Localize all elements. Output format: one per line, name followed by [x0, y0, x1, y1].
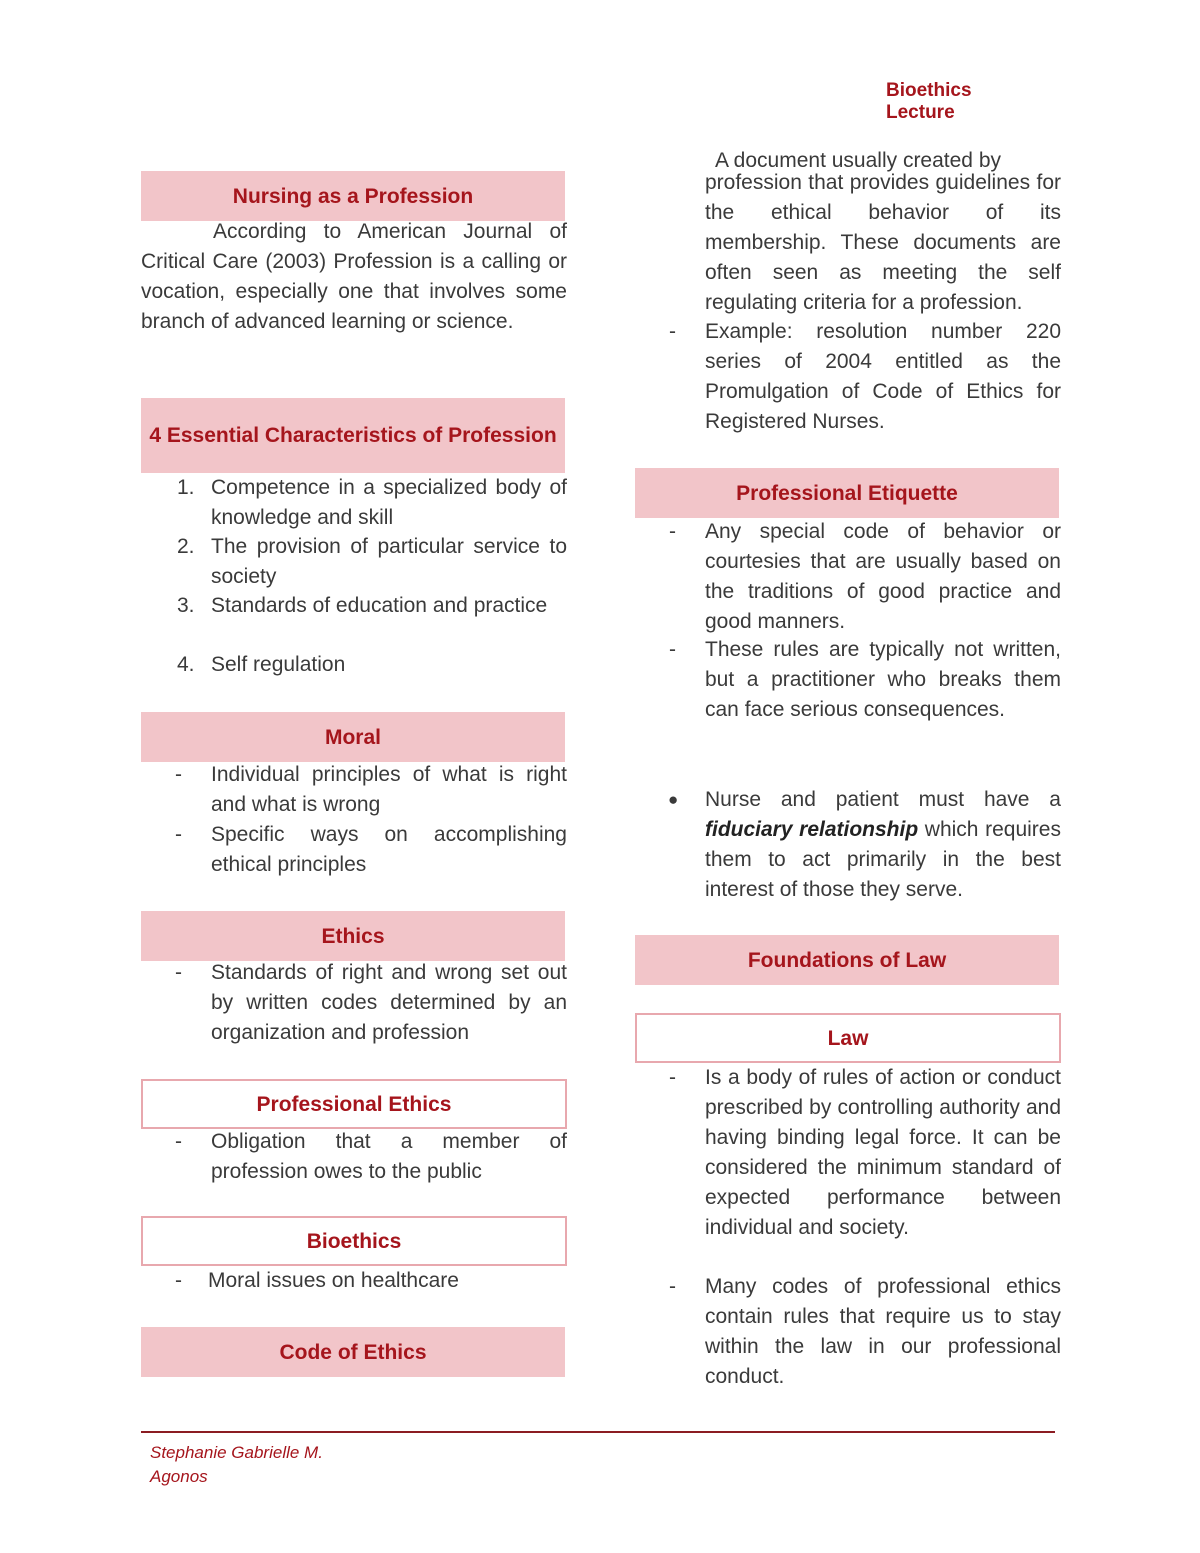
bullet-marker: ● [668, 790, 679, 809]
code-paragraph: profession that provides guidelines for the ethical behavior of its membership. These documents are often seen as meeting the self regulating criteria for a profession. [705, 171, 1061, 314]
bullet-text-post: which requires them to act primarily in the best interest of those they serve. [705, 818, 1061, 901]
dash-marker: - [669, 320, 676, 343]
professional-ethics-item [175, 1127, 567, 1187]
section-heading-bioethics: Bioethics [141, 1216, 567, 1266]
header-title [886, 80, 1026, 123]
section-heading-ethics: Ethics [141, 911, 565, 961]
header-title-line1: Bioethics [886, 80, 972, 101]
list-text: Specific ways on accomplishing ethical principles [211, 823, 567, 876]
law-item [669, 1272, 1061, 1392]
ethics-item [175, 958, 567, 1048]
code-example-item [669, 317, 1061, 437]
fiduciary-bullet-item [668, 785, 1061, 905]
list-text: Standards of education and practice [211, 594, 548, 617]
list-text: Any special code of behavior or courtesies that are usually based on the traditions of good practice and good manners. [705, 520, 1061, 633]
etiquette-item [669, 635, 1061, 725]
nursing-paragraph: According to American Journal of Critical Care (2003) Profession is a calling or vocation, especially one that involves some branch of advanced learning or science. [141, 220, 567, 333]
bullet-text-pre: Nurse and patient must have a [705, 788, 1061, 811]
list-text: The provision of particular service to society [211, 535, 567, 588]
section-heading-professional-ethics: Professional Ethics [141, 1079, 567, 1129]
characteristic-item [177, 532, 567, 592]
list-text: Moral issues on healthcare [208, 1269, 459, 1292]
list-text: Example: resolution number 220 series of 2004 entitled as the Promulgation of Code of Ethics for Registered Nurses. [705, 320, 1061, 433]
dash-marker: - [175, 961, 182, 984]
list-text: Obligation that a member of profession owes to the public [211, 1130, 567, 1183]
list-text: Individual principles of what is right and what is wrong [211, 763, 567, 816]
etiquette-item [669, 517, 1061, 637]
section-heading-law: Law [635, 1013, 1061, 1063]
fiduciary-emphasis: fiduciary relationship [705, 818, 919, 841]
list-number: 2. [177, 535, 195, 558]
list-number: 3. [177, 594, 195, 617]
header-title-line2: Lecture [886, 102, 955, 123]
dash-marker: - [669, 638, 676, 661]
list-text: Is a body of rules of action or conduct prescribed by controlling authority and having binding legal force. It can be considered the minimum standard of expected performance between individual and society. [705, 1066, 1061, 1239]
section-heading-foundations-of-law: Foundations of Law [635, 935, 1059, 985]
list-number: 1. [177, 476, 195, 499]
fiduciary-text [705, 785, 1061, 905]
dash-marker: - [175, 1269, 182, 1292]
footer-divider [141, 1431, 1055, 1433]
moral-item [175, 760, 567, 820]
dash-marker: - [175, 823, 182, 846]
moral-item [175, 820, 567, 880]
section-heading-nursing: Nursing as a Profession [141, 171, 565, 221]
characteristic-item [177, 650, 567, 680]
code-first-line: A document usually created by [715, 149, 1002, 172]
characteristic-item [177, 591, 567, 621]
list-text: Standards of right and wrong set out by written codes determined by an organization and profession [211, 961, 567, 1044]
dash-marker: - [175, 763, 182, 786]
code-first-line-clipped [715, 149, 1061, 172]
section-heading-characteristics: 4 Essential Characteristics of Profession [141, 398, 565, 473]
dash-marker: - [669, 1275, 676, 1298]
list-text: Self regulation [211, 653, 346, 676]
law-item [669, 1063, 1061, 1243]
list-text: These rules are typically not written, but a practitioner who breaks them can face serious consequences. [705, 638, 1061, 721]
list-text: Competence in a specialized body of knowledge and skill [211, 476, 567, 529]
footer-author: Stephanie Gabrielle M. Agonos [150, 1443, 323, 1486]
dash-marker: - [669, 520, 676, 543]
list-number: 4. [177, 653, 195, 676]
section-heading-etiquette: Professional Etiquette [635, 468, 1059, 518]
section-heading-moral: Moral [141, 712, 565, 762]
bioethics-item [175, 1266, 564, 1296]
dash-marker: - [175, 1130, 182, 1153]
characteristic-item [177, 473, 567, 533]
dash-marker: - [669, 1066, 676, 1089]
section-heading-code-of-ethics: Code of Ethics [141, 1327, 565, 1377]
list-text: Many codes of professional ethics contain rules that require us to stay within the law in our professional conduct. [705, 1275, 1061, 1388]
